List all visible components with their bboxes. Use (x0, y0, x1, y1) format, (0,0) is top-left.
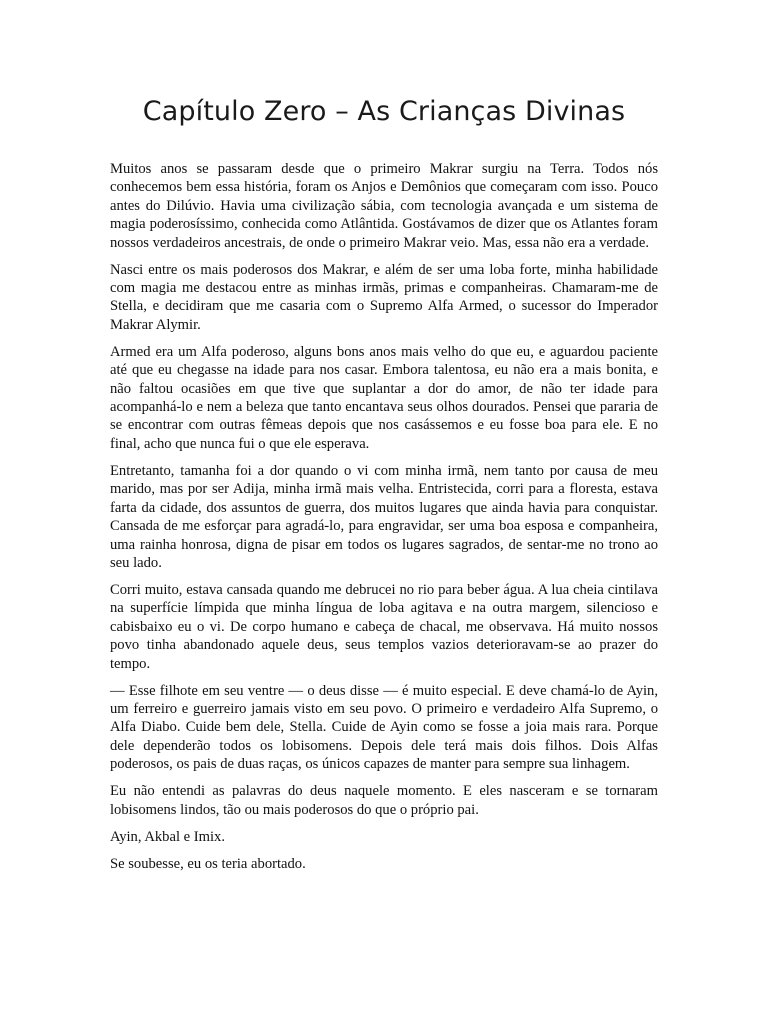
chapter-title: Capítulo Zero – As Crianças Divinas (142, 96, 626, 127)
paragraph-9: Se soubesse, eu os teria abortado. (110, 855, 306, 872)
paragraph-2: Nasci entre os mais poderosos dos Makrar, e além de ser uma loba forte, minha habilidade com magia me destacou entre as minhas irmãs, primas e companheiras. Chamaram-me de Stella, e decidiram que me casaria com o Supremo Alfa Armed, o sucessor do Imperador Makrar Alymir. (110, 261, 658, 333)
paragraph-1: Muitos anos se passaram desde que o primeiro Makrar surgiu na Terra. Todos nós conhecemos bem essa história, foram os Anjos e Demônios que começaram com isso. Pouco antes do Dilúvio. Havia uma civilização sábia, com tecnologia avançada e um sistema de magia poderosíssimo, conhecida como Atlântida. Gostávamos de dizer que os Atlantes foram nossos verdadeiros ancestrais, de onde o primeiro Makrar veio. Mas, essa não era a verdade. (110, 161, 658, 251)
paragraph-5: Corri muito, estava cansada quando me debrucei no rio para beber água. A lua cheia cintilava na superfície límpida que minha língua de loba agitava e na outra margem, silencioso e cabisbaixo eu o vi. De corpo humano e cabeça de chacal, me observava. Há muito nossos povo tinha abandonado aquele deus, seus templos vazios deterioravam-se ao prazer do tempo. (110, 581, 658, 672)
chapter-body (110, 160, 658, 882)
paragraph-7: Eu não entendi as palavras do deus naquele momento. E eles nasceram e se tornaram lobisomens lindos, tão ou mais poderosos do que o próprio pai. (110, 783, 658, 818)
paragraph-3: Armed era um Alfa poderoso, alguns bons anos mais velho do que eu, e aguardou paciente até que eu chegasse na idade para nos casar. Embora talentosa, eu não era a mais bonita, e não faltou ocasiões em que tive que suplantar a dor do amor, de não ter idade para acompanhá-lo e nem a beleza que tanto encantava seus olhos dourados. Pensei que pararia de se encontrar com outras fêmeas depois que nos casássemos e eu fosse boa para ele. E no final, acho que nunca fui o que ele esperava. (110, 343, 658, 452)
paragraph-8: Ayin, Akbal e Imix. (110, 828, 225, 845)
paragraph-4: Entretanto, tamanha foi a dor quando o vi com minha irmã, nem tanto por causa de meu marido, mas por ser Adija, minha irmã mais velha. Entristecida, corri para a floresta, estava farta da cidade, dos assuntos de guerra, dos muitos lugares que ainda havia para conquistar. Cansada de me esforçar para agradá-lo, para engravidar, ser uma boa esposa e companheira, uma rainha honrosa, digna de pisar em todos os lugares sagrados, de sentar-me no trono ao seu lado. (110, 462, 658, 571)
paragraph-6: — Esse filhote em seu ventre — o deus disse — é muito especial. E deve chamá-lo de Ayin, um ferreiro e guerreiro jamais visto em seu povo. O primeiro e verdadeiro Alfa Supremo, o Alfa Diabo. Cuide bem dele, Stella. Cuide de Ayin como se fosse a joia mais rara. Porque dele dependerão todos os lobisomens. Depois dele terá mais dois filhos. Dois Alfas poderosos, os pais de duas raças, os únicos capazes de manter para sempre sua linhagem. (110, 682, 658, 773)
